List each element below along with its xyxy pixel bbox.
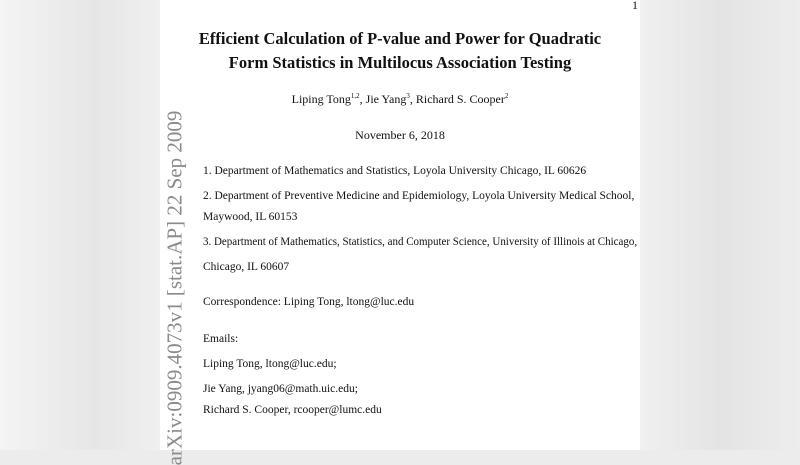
title-line-1: Efficient Calculation of P-value and Power for Quadratic (198, 29, 602, 48)
author-name: Liping Tong (291, 92, 351, 106)
affiliation-1: 1. Department of Mathematics and Statistics, Loyola University Chicago, IL 60626 (203, 165, 587, 177)
email-item: Jie Yang, jyang06@math.uic.edu; (203, 383, 358, 395)
background-left (0, 0, 160, 450)
affiliation-3: 3. Department of Mathematics, Statistics, and Computer Science, University of Illinois at Chicago, (203, 236, 638, 248)
correspondence: Correspondence: Liping Tong, ltong@luc.edu (203, 296, 415, 308)
date: November 6, 2018 (355, 128, 445, 142)
page-number: 1 (632, 0, 638, 12)
emails-label: Emails: (203, 333, 239, 345)
affiliation-2: 2. Department of Preventive Medicine and Epidemiology, Loyola University Medical School, (203, 190, 635, 202)
author-name: Jie Yang (365, 92, 407, 106)
authors: Liping Tong$^{1,2}$, Jie Yang$^3$, Richard S. Cooper$^2$ (291, 92, 509, 106)
author-affil: 1,2 (350, 92, 360, 100)
email-item: Richard S. Cooper, rcooper@lumc.edu (203, 404, 382, 416)
paper-title (160, 27, 640, 75)
author-affil: 2 (504, 92, 509, 100)
arxiv-stamp: arXiv:0909.4073v1 [stat.AP] 22 Sep 2009 (162, 110, 187, 465)
affiliation-3-cont: Chicago, IL 60607 (203, 261, 290, 273)
email-item: Liping Tong, ltong@luc.edu; (203, 358, 337, 370)
title-line-2: Form Statistics in Multilocus Association Testing (228, 53, 572, 72)
background-right (640, 0, 800, 450)
affiliation-2-cont: Maywood, IL 60153 (203, 211, 298, 223)
author-name: Richard S. Cooper (415, 92, 505, 106)
author-affil: 3 (406, 92, 410, 100)
